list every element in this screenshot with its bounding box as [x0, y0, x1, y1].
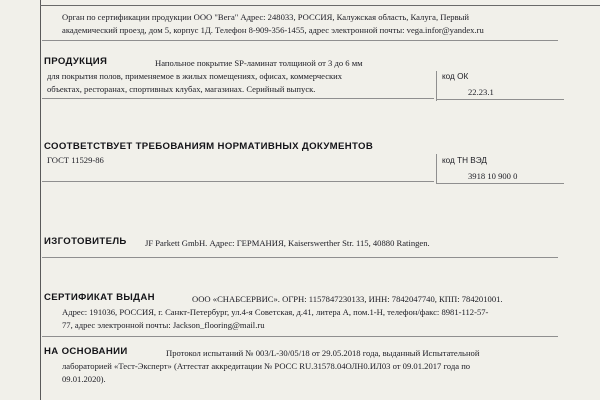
- product-line-2: для покрытия полов, применяемое в жилых помещениях, офисах, коммерческих: [47, 71, 343, 81]
- manufacturer-underline: [42, 257, 558, 258]
- basis-line-1: Протокол испытаний № 003/L-30/05/18 от 29.05.2018 года, выданный Испытательной: [166, 348, 480, 358]
- tnved-code-value: 3918 10 900 0: [468, 171, 518, 181]
- manufacturer-label: ИЗГОТОВИТЕЛЬ: [44, 236, 127, 247]
- tnved-code-label: код ТН ВЭД: [442, 156, 487, 165]
- product-underline: [42, 98, 434, 99]
- issued-to-label: СЕРТИФИКАТ ВЫДАН: [44, 292, 155, 303]
- issued-to-line-3: 77, адрес электронной почты: Jackson_flooring@mail.ru: [62, 320, 265, 330]
- manufacturer-text: JF Parkett GmbH. Адрес: ГЕРМАНИЯ, Kaiserswerther Str. 115, 40880 Ratingen.: [145, 238, 430, 248]
- okp-code-value: 22.23.1: [468, 87, 494, 97]
- frame-left-border: [40, 0, 41, 400]
- basis-line-3: 09.01.2020).: [62, 374, 106, 384]
- okp-code-underline: [436, 99, 564, 100]
- tnved-code-divider: [436, 154, 437, 184]
- certifying-body-underline: [42, 40, 558, 41]
- frame-top-border: [40, 5, 600, 6]
- basis-label: НА ОСНОВАНИИ: [44, 346, 128, 357]
- certifying-body-line-1: Орган по сертификации продукции ООО "Вега" Адрес: 248033, РОССИЯ, Калужская область, Калуга, Первый: [62, 12, 470, 22]
- issued-to-underline: [42, 336, 558, 337]
- product-label: ПРОДУКЦИЯ: [44, 56, 108, 67]
- conformity-underline: [42, 181, 434, 182]
- product-line-1: Напольное покрытие SP-ламинат толщиной от 3 до 6 мм: [155, 58, 363, 68]
- conformity-standard: ГОСТ 11529-86: [47, 155, 104, 165]
- okp-code-label: код ОК: [442, 72, 469, 81]
- issued-to-line-1: ООО «СНАБСЕРВИС». ОГРН: 1157847230133, ИНН: 7842047740, КПП: 784201001.: [192, 294, 503, 304]
- product-line-3: объектах, ресторанах, спортивных клубах, магазинах. Серийный выпуск.: [47, 84, 316, 94]
- basis-line-2: лабораторией «Тест-Эксперт» (Аттестат аккредитации № РОСС RU.31578.04ОЛН0.ИЛ03 от 09.01.2017 года по: [62, 361, 471, 371]
- tnved-code-underline: [436, 183, 564, 184]
- certifying-body-line-2: академический проезд, дом 5, корпус 1Д. Телефон 8-909-356-1455, адрес электронной почты: vega.infor@yandex.ru: [62, 25, 484, 35]
- okp-code-divider: [436, 71, 437, 101]
- issued-to-line-2: Адрес: 191036, РОССИЯ, г. Санкт-Петербург, ул.4-я Советская, д.41, литера А, пом.1-Н, телефон/факс: 8981-112-57-: [62, 307, 489, 317]
- conformity-label: СООТВЕТСТВУЕТ ТРЕБОВАНИЯМ НОРМАТИВНЫХ ДОКУМЕНТОВ: [44, 141, 374, 152]
